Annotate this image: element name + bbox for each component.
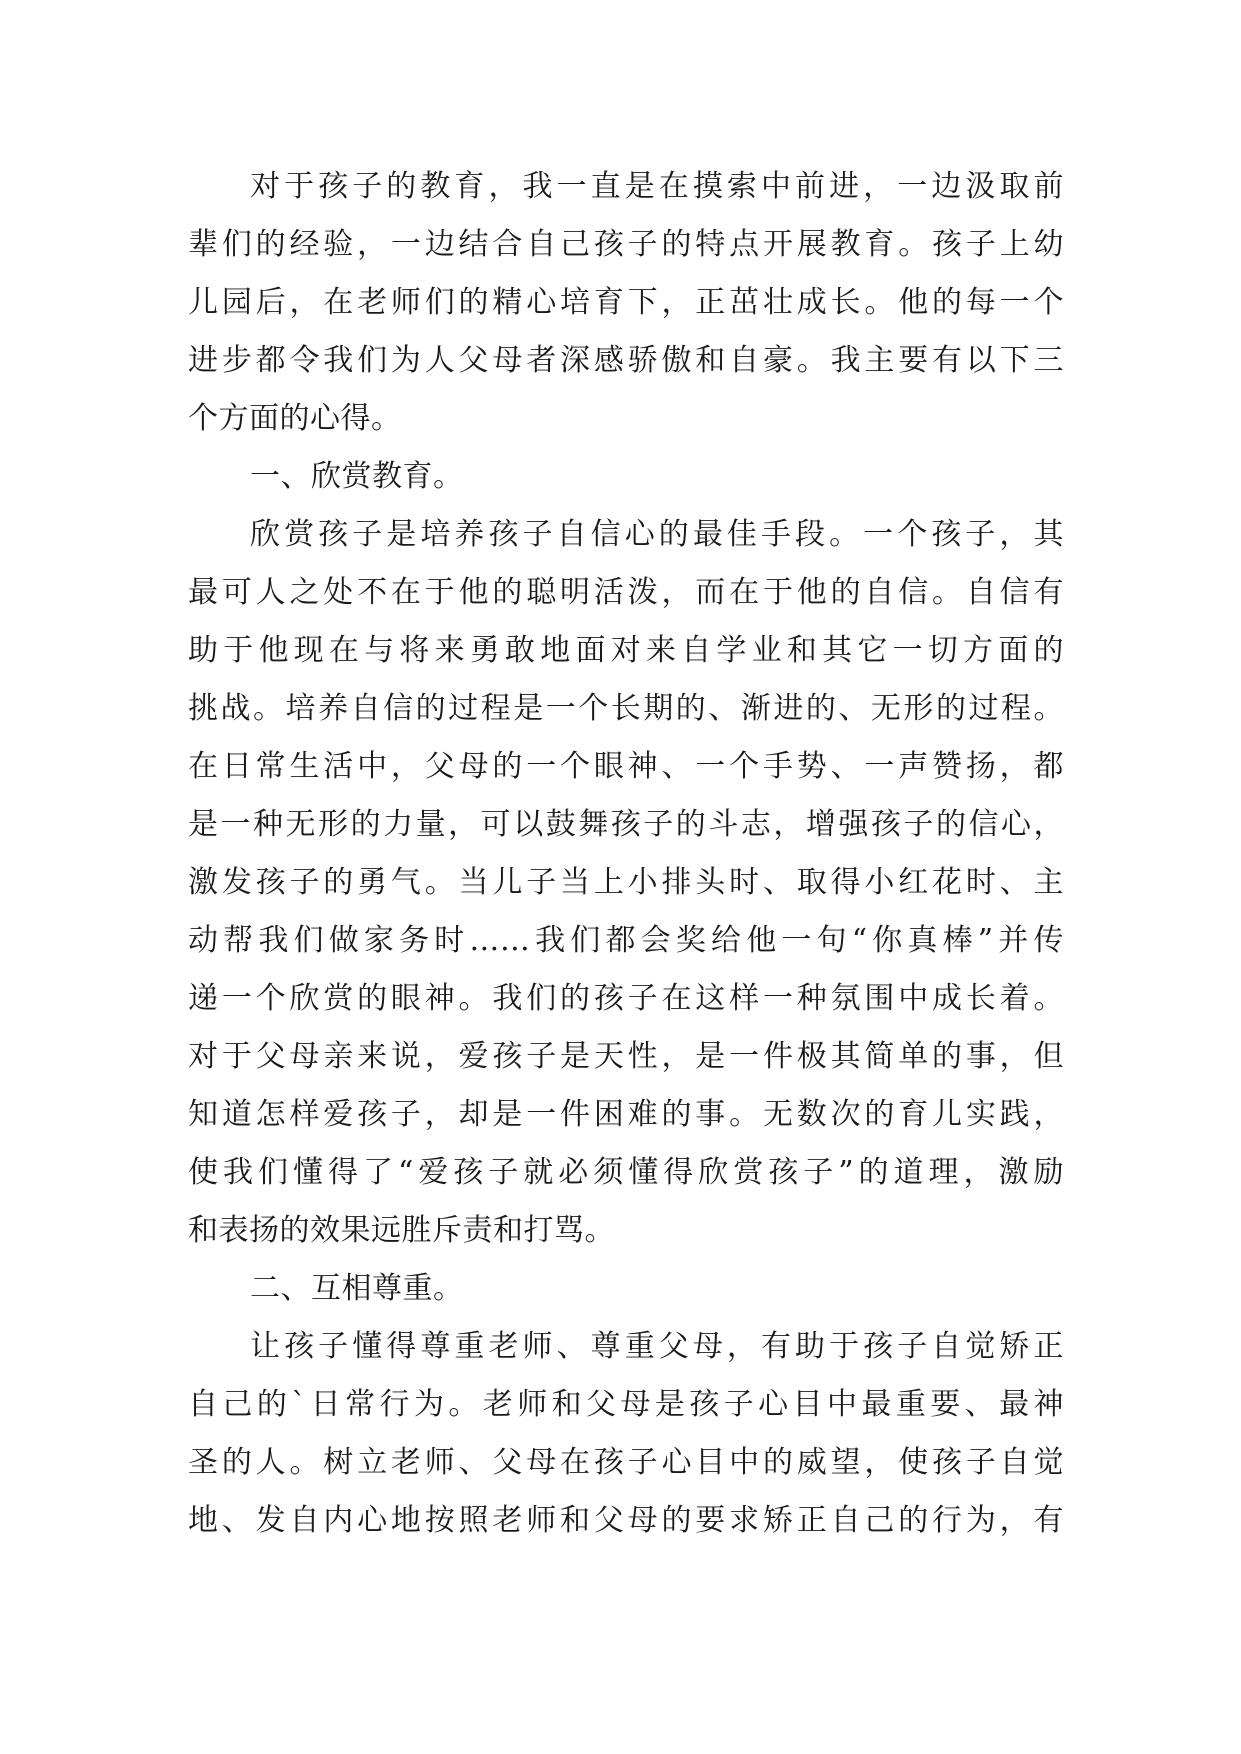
text-line: 助于他现在与将来勇敢地面对来自学业和其它一切方面的: [188, 633, 1064, 668]
text-line: 儿园后，在老师们的精心培育下，正茁壮成长。他的每一个: [188, 285, 1064, 320]
text-line: 是一种无形的力量，可以鼓舞孩子的斗志，增强孩子的信心，: [188, 807, 1064, 842]
document-body: [188, 158, 1064, 1550]
text-line: 对于父母亲来说，爱孩子是天性，是一件极其简单的事，但: [188, 1039, 1064, 1074]
text-line: 递一个欣赏的眼神。我们的孩子在这样一种氛围中成长着。: [188, 981, 1064, 1016]
text-line: 使我们懂得了“爱孩子就必须懂得欣赏孩子”的道理，激励: [188, 1155, 1064, 1190]
text-line: 知道怎样爱孩子，却是一件困难的事。无数次的育儿实践，: [188, 1097, 1064, 1132]
text-line: 让孩子懂得尊重老师、尊重父母，有助于孩子自觉矫正: [250, 1329, 1064, 1364]
text-line: 在日常生活中，父母的一个眼神、一个手势、一声赞扬，都: [188, 749, 1064, 784]
text-line: 个方面的心得。: [188, 401, 402, 436]
text-line: 对于孩子的教育，我一直是在摸索中前进，一边汲取前: [250, 169, 1064, 204]
text-line: 圣的人。树立老师、父母在孩子心目中的威望，使孩子自觉: [188, 1445, 1064, 1480]
text-line: 进步都令我们为人父母者深感骄傲和自豪。我主要有以下三: [188, 343, 1064, 378]
text-line: 地、发自内心地按照老师和父母的要求矫正自己的行为，有: [188, 1503, 1064, 1538]
text-line: 自己的`日常行为。老师和父母是孩子心目中最重要、最神: [188, 1387, 1064, 1422]
text-line: 辈们的经验，一边结合自己孩子的特点开展教育。孩子上幼: [188, 227, 1064, 262]
section-heading: 一、欣赏教育。: [250, 459, 464, 494]
text-line: 最可人之处不在于他的聪明活泼，而在于他的自信。自信有: [188, 575, 1064, 610]
section-heading: 二、互相尊重。: [250, 1271, 464, 1306]
text-line: 欣赏孩子是培养孩子自信心的最佳手段。一个孩子，其: [250, 517, 1064, 552]
text-line: 动帮我们做家务时……我们都会奖给他一句“你真棒”并传: [188, 923, 1064, 958]
text-line: 挑战。培养自信的过程是一个长期的、渐进的、无形的过程。: [188, 691, 1064, 726]
text-line: 激发孩子的勇气。当儿子当上小排头时、取得小红花时、主: [188, 865, 1064, 900]
text-line: 和表扬的效果远胜斥责和打骂。: [188, 1213, 615, 1248]
